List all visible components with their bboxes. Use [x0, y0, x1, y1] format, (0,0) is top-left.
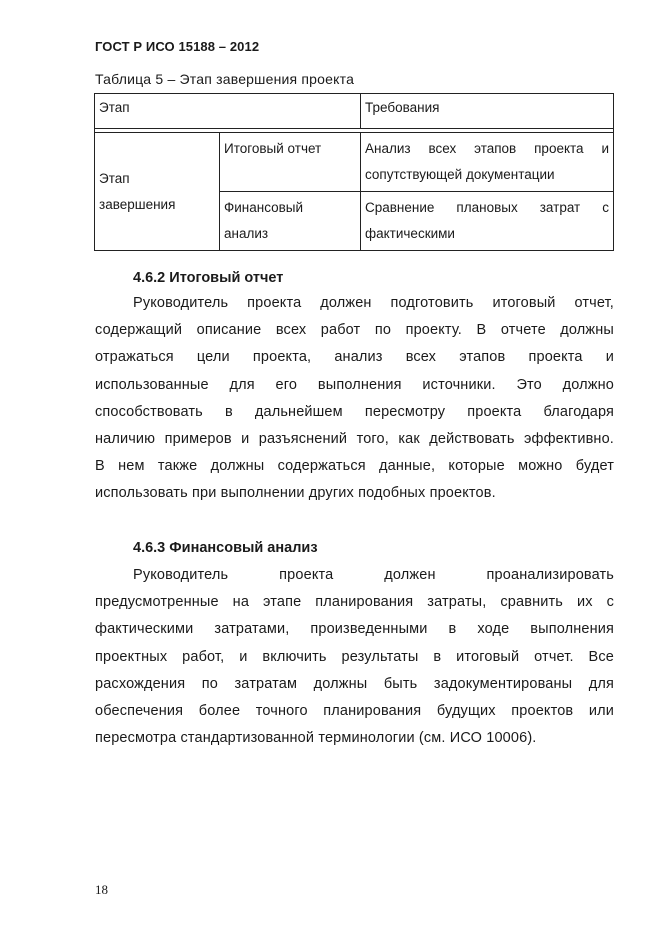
paragraph-line: использовать при выполнении других подобных проектов. [95, 485, 496, 502]
section-title: 4.6.3 Финансовый анализ [133, 540, 318, 556]
stage-line: Этап [99, 170, 130, 186]
item-line: Итоговый отчет [224, 141, 322, 156]
requirement-line: фактическими [365, 226, 455, 241]
section-paragraph [95, 562, 614, 752]
paragraph-line: пересмотра стандартизованной терминологии (см. ИСО 10006). [95, 730, 537, 747]
requirement-line: сопутствующей документации [365, 167, 555, 182]
requirement-line: Анализ всех этапов проекта и [365, 141, 609, 156]
paragraph-line: фактическими затратами, произведенными в ходе выполнения [95, 621, 614, 638]
requirements-table [94, 93, 614, 251]
paragraph-line: Руководитель проекта должен проанализировать [133, 567, 614, 583]
paragraph-line: предусмотренные на этапе планирования затраты, сравнить их с [95, 594, 614, 611]
header-cell-requirements: Требования [361, 94, 614, 129]
stage-cell [95, 133, 220, 251]
table-row [95, 133, 614, 192]
paragraph-line: отражаться цели проекта, анализ всех этапов проекта и [95, 349, 614, 366]
section-title: 4.6.2 Итоговый отчет [133, 270, 284, 286]
header-cell-stage: Этап [95, 94, 361, 129]
paragraph-line: расхождения по затратам должны быть задокументированы для [95, 675, 614, 692]
item-cell [220, 192, 361, 251]
requirement-cell [361, 133, 614, 192]
paragraph-line: обеспечения более точного планирования будущих проектов или [95, 703, 614, 720]
page-number: 18 [95, 882, 108, 897]
table-header-row [95, 94, 614, 129]
document-header: ГОСТ Р ИСО 15188 – 2012 [95, 39, 260, 54]
paragraph-line: Руководитель проекта должен подготовить итоговый отчет, [133, 295, 614, 311]
item-line: Финансовый [224, 200, 304, 215]
paragraph-line: использованные для его выполнения источники. Это должно [95, 376, 614, 393]
paragraph-line: способствовать в дальнейшем пересмотру проекта благодаря [95, 403, 614, 420]
section-paragraph [95, 290, 614, 508]
item-cell [220, 133, 361, 192]
paragraph-line: содержащий описание всех работ по проекту. В отчете должны [95, 322, 614, 339]
requirement-line: Сравнение плановых затрат с [365, 200, 609, 215]
requirement-cell [361, 192, 614, 251]
stage-line: завершения [99, 196, 176, 212]
paragraph-line: наличию примеров и разъяснений того, как действовать эффективно. [95, 431, 614, 448]
table-caption: Таблица 5 – Этап завершения проекта [95, 71, 355, 87]
paragraph-line: В нем также должны содержаться данные, которые можно будет [95, 458, 614, 475]
item-line: анализ [224, 226, 269, 241]
paragraph-line: проектных работ, и включить результаты в итоговый отчет. Все [95, 648, 614, 665]
